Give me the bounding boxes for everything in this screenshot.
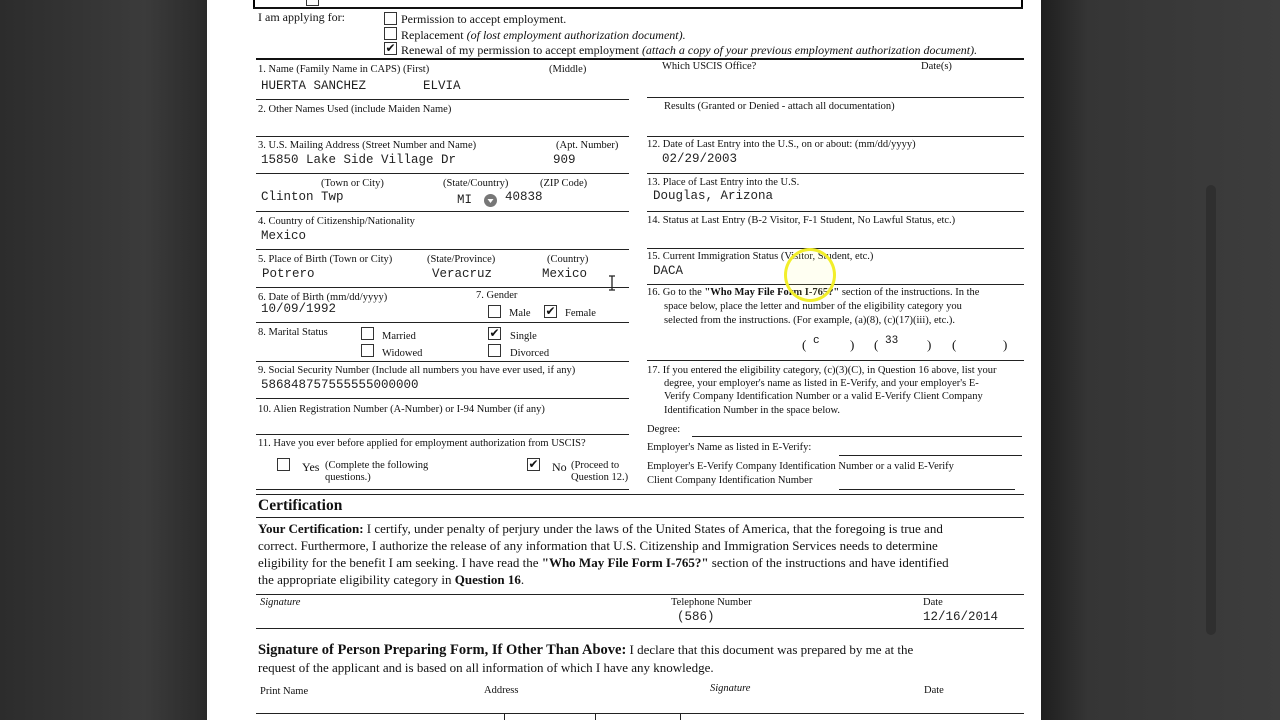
last-entry-date-value[interactable]: 02/29/2003 (662, 152, 738, 166)
female-checkbox[interactable] (544, 305, 557, 318)
town-underline (256, 211, 629, 212)
married-checkbox[interactable] (361, 327, 374, 340)
divorced-checkbox[interactable] (488, 344, 501, 357)
street-address-value[interactable]: 15850 Lake Side Village Dr (261, 153, 457, 167)
telephone-value[interactable]: (586) (677, 610, 715, 624)
state-dropdown-icon[interactable] (484, 194, 497, 207)
applying-for-label: I am applying for: (258, 10, 345, 24)
single-checkbox[interactable] (488, 327, 501, 340)
zip-label: (ZIP Code) (540, 178, 588, 189)
address-label: Address (484, 685, 519, 696)
q14-underline (647, 248, 1024, 249)
signature-label: Signature (260, 597, 301, 608)
single-label: Single (510, 331, 537, 342)
male-checkbox[interactable] (488, 305, 501, 318)
q4-underline (256, 249, 629, 250)
date-value[interactable]: 12/16/2014 (923, 610, 999, 624)
category-number-value[interactable]: 33 (885, 335, 899, 347)
everify-id-label-1: Employer's E-Verify Company Identification Number or a valid E-Verify (647, 461, 954, 472)
date-label: Date (923, 597, 943, 608)
q2-other-names-label: 2. Other Names Used (include Maiden Name) (258, 104, 452, 115)
renewal-option: Renewal of my permission to accept employment (attach a copy of your previous employment authorization document). (401, 43, 978, 57)
results-label: Results (Granted or Denied - attach all documentation) (664, 101, 895, 112)
check-mark-icon: ✔ (528, 457, 539, 471)
q12-underline (647, 173, 1024, 174)
certification-text: Your Certification: I certify, under penalty of perjury under the laws of the United States of America, that the foregoing is true and correct. Furthermore, I authorize the release of any information that U.S. Citizenship and Immigration Services needs to determine eligibility for the benefit I am seeking. I have read the "Who May File Form I-765?" section of the instructions and have identified the appropriate eligibility category in Question 16. (258, 521, 949, 587)
cursor-highlight (784, 248, 836, 302)
q1-middle-label: (Middle) (549, 64, 587, 75)
q8-underline (256, 361, 629, 362)
q8-marital-label: 8. Marital Status (258, 327, 328, 338)
ssn-value[interactable]: 586848757555555000000 (261, 378, 419, 392)
widowed-checkbox[interactable] (361, 344, 374, 357)
everify-id-field[interactable] (839, 489, 1015, 490)
top-checkbox-partial[interactable] (306, 0, 319, 6)
viewer-scrollbar[interactable] (1206, 185, 1216, 635)
employer-name-label: Employer's Name as listed in E-Verify: (647, 442, 812, 453)
citizenship-value[interactable]: Mexico (261, 229, 307, 243)
category-paren-close-2: ) (927, 337, 932, 352)
check-mark-icon: ✔ (545, 304, 556, 318)
q5-country-label: (Country) (547, 254, 589, 265)
preparer-col-divider-2 (595, 713, 596, 720)
certification-text-underline (256, 594, 1024, 595)
degree-label: Degree: (647, 424, 681, 435)
category-paren-open-2: ( (874, 337, 879, 352)
preparer-date-label: Date (924, 685, 944, 696)
yes-note-1: (Complete the following (325, 460, 429, 471)
married-label: Married (382, 331, 416, 342)
first-name-value[interactable]: ELVIA (423, 79, 461, 93)
top-box-bottom-border (253, 7, 1023, 9)
telephone-label: Telephone Number (671, 597, 752, 608)
q15-current-status-label: 15. Current Immigration Status (Visitor, Student, etc.) (647, 251, 874, 262)
office-underline (647, 97, 1024, 98)
replacement-option: Replacement (of lost employment authorization document). (401, 28, 686, 42)
text-cursor-icon (607, 275, 617, 291)
q13-last-entry-place-label: 13. Place of Last Entry into the U.S. (647, 177, 800, 188)
q13-underline (647, 211, 1024, 212)
divorced-label: Divorced (510, 348, 550, 359)
preparer-heading: Signature of Person Preparing Form, If Other Than Above: (258, 642, 627, 658)
dates-label: Date(s) (921, 61, 952, 72)
q16-line-2: space below, place the letter and number of the eligibility category you (664, 301, 962, 312)
dob-value[interactable]: 10/09/1992 (261, 302, 337, 316)
preparer-line[interactable] (256, 713, 1024, 714)
q6-underline (256, 322, 629, 323)
widowed-label: Widowed (382, 348, 423, 359)
category-letter-value[interactable]: c (813, 335, 820, 347)
q3-underline (256, 173, 629, 174)
q9-underline (256, 398, 629, 399)
q17-line-3: Verify Company Identification Number or a valid E-Verify Client Company (664, 391, 983, 402)
preparer-col-divider-1 (504, 713, 505, 720)
state-country-label: (State/Country) (443, 178, 509, 189)
form-page (207, 0, 1041, 720)
preparer-col-divider-3 (680, 713, 681, 720)
q3-address-label: 3. U.S. Mailing Address (Street Number and Name) (258, 140, 477, 151)
category-paren-open-1: ( (802, 337, 807, 352)
q2-underline (256, 136, 629, 137)
certification-heading: Certification (258, 497, 343, 514)
current-status-value[interactable]: DACA (653, 264, 684, 278)
family-name-value[interactable]: HUERTA SANCHEZ (261, 79, 367, 93)
birth-country-value[interactable]: Mexico (542, 267, 588, 281)
q12-last-entry-date-label: 12. Date of Last Entry into the U.S., on or about: (mm/dd/yyyy) (647, 139, 916, 150)
q7-gender-label: 7. Gender (476, 290, 518, 301)
yes-label: Yes (302, 460, 320, 474)
category-paren-open-3: ( (952, 337, 957, 352)
q15-underline (647, 284, 1024, 285)
permission-option: Permission to accept employment. (401, 12, 567, 26)
female-label: Female (565, 308, 596, 319)
uscis-office-label: Which USCIS Office? (662, 61, 757, 72)
replacement-checkbox[interactable] (384, 27, 397, 40)
q16-line-1: 16. Go to the "Who May File Form I-765?" section of the instructions. In the (647, 287, 980, 298)
q9-ssn-label: 9. Social Security Number (Include all numbers you have ever used, if any) (258, 365, 576, 376)
category-paren-close-1: ) (850, 337, 855, 352)
degree-field[interactable] (692, 436, 1022, 437)
q16-line-3: selected from the instructions. (For example, (a)(8), (c)(17)(iii), etc.). (664, 315, 955, 326)
permission-checkbox[interactable] (384, 12, 397, 25)
q10-underline (256, 434, 629, 435)
birth-state-value[interactable]: Veracruz (432, 267, 493, 281)
certification-heading-underline (256, 517, 1024, 518)
state-value[interactable]: MI (457, 193, 473, 207)
town-label: (Town or City) (321, 178, 384, 189)
viewer-background-left (0, 0, 207, 720)
renewal-checkbox[interactable] (384, 42, 397, 55)
results-underline (647, 136, 1024, 137)
no-checkbox[interactable] (527, 458, 540, 471)
category-paren-close-3: ) (1003, 337, 1008, 352)
employer-name-field[interactable] (839, 455, 1022, 456)
q16-underline (647, 360, 1024, 361)
birth-town-value[interactable]: Potrero (262, 267, 315, 281)
male-label: Male (509, 308, 531, 319)
check-mark-icon: ✔ (489, 326, 500, 340)
everify-id-label-2: Client Company Identification Number (647, 475, 813, 486)
print-name-label: Print Name (260, 686, 309, 697)
q5-underline (256, 287, 629, 288)
q10-alien-label: 10. Alien Registration Number (A-Number) or I-94 Number (if any) (258, 404, 545, 415)
viewer-background-right (1040, 0, 1280, 720)
certification-top-border (256, 494, 1024, 495)
q17-line-2: degree, your employer's name as listed in E-Verify, and your employer's E- (664, 378, 979, 389)
no-note-1: (Proceed to (571, 460, 620, 471)
q5-state-label: (State/Province) (427, 254, 496, 265)
q11-underline (256, 489, 629, 490)
q17-line-1: 17. If you entered the eligibility category, (c)(3)(C), in Question 16 above, list your (647, 365, 997, 376)
no-note-2: Question 12.) (571, 472, 629, 483)
q1-name-label: 1. Name (Family Name in CAPS) (First) (258, 64, 430, 75)
yes-checkbox[interactable] (277, 458, 290, 471)
q3-apt-label: (Apt. Number) (556, 140, 619, 151)
no-label: No (552, 460, 567, 474)
q5-birthplace-label: 5. Place of Birth (Town or City) (258, 254, 393, 265)
q4-citizenship-label: 4. Country of Citizenship/Nationality (258, 216, 415, 227)
preparer-section: Signature of Person Preparing Form, If Other Than Above: I declare that this document was prepared by me at the request of the applicant and is based on all information of which I have any knowledge. (258, 642, 914, 675)
section-divider (256, 58, 1024, 60)
town-value[interactable]: Clinton Twp (261, 190, 344, 204)
preparer-signature-label: Signature (710, 683, 751, 694)
q11-prior-application-label: 11. Have you ever before applied for employment authorization from USCIS? (258, 438, 586, 449)
zip-value[interactable]: 40838 (505, 190, 543, 204)
q6-dob-label: 6. Date of Birth (mm/dd/yyyy) (258, 292, 388, 303)
check-mark-icon: ✔ (385, 41, 396, 55)
q1-underline (256, 99, 629, 100)
yes-note-2: questions.) (325, 472, 371, 483)
signature-line[interactable] (256, 628, 1024, 629)
apt-number-value[interactable]: 909 (553, 153, 576, 167)
last-entry-place-value[interactable]: Douglas, Arizona (653, 189, 774, 203)
q17-line-4: Identification Number in the space below. (664, 405, 841, 416)
q14-status-at-entry-label: 14. Status at Last Entry (B-2 Visitor, F-1 Student, No Lawful Status, etc.) (647, 215, 956, 226)
